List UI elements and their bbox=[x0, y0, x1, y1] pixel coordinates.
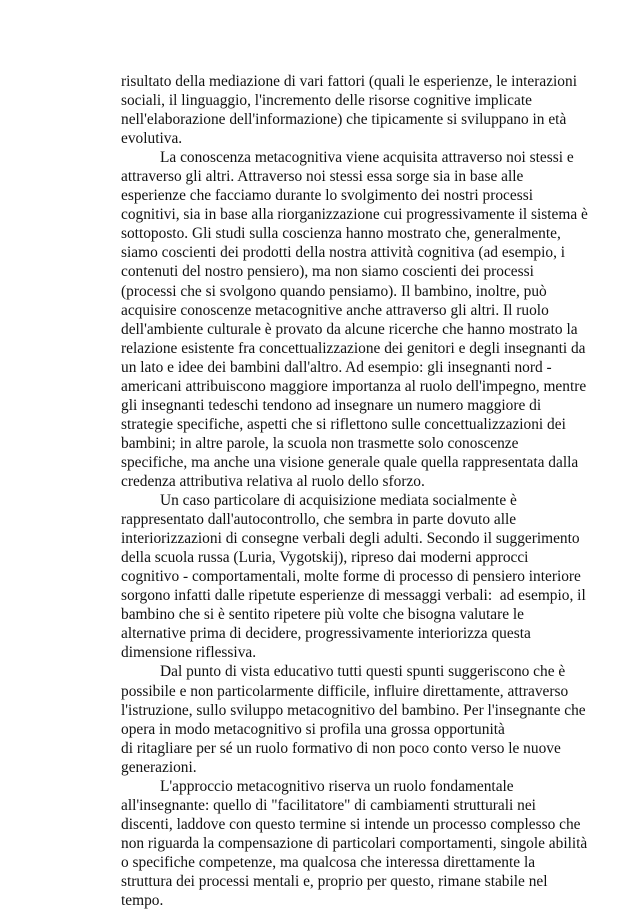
text-line: contenuti del nostro pensiero), ma non siamo coscienti dei processi bbox=[121, 263, 534, 281]
text-line: siamo coscienti dei prodotti della nostra attività cognitiva (ad esempio, i bbox=[121, 244, 566, 262]
text-line: acquisire conoscenze metacognitive anche attraverso gli altri. Il ruolo bbox=[121, 301, 549, 319]
text-line: discenti, laddove con questo termine si intende un processo complesso che bbox=[121, 815, 581, 833]
text-line: esperienze che facciamo durante lo svolgimento dei nostri processi bbox=[121, 187, 533, 205]
paragraph-first-line: Un caso particolare di acquisizione mediata socialmente è bbox=[160, 492, 517, 510]
text-line: di ritagliare per sé un ruolo formativo di non poco conto verso le nuove bbox=[121, 739, 561, 757]
text-line: all'insegnante: quello di "facilitatore" di cambiamenti strutturali nei bbox=[121, 796, 536, 814]
text-line: rappresentato dall'autocontrollo, che sembra in parte dovuto alle bbox=[121, 511, 517, 529]
text-line: nell'elaborazione dell'informazione) che tipicamente si sviluppano in età bbox=[121, 111, 567, 129]
text-line: possibile e non particolarmente difficile, influire direttamente, attraverso bbox=[121, 682, 569, 700]
text-line: non riguarda la compensazione di particolari comportamenti, singole abilità bbox=[121, 834, 588, 852]
text-line: bambini; in altre parole, la scuola non trasmette solo conoscenze bbox=[121, 434, 519, 452]
text-line: un lato e idee dei bambini dall'altro. Ad esempio: gli insegnanti nord - bbox=[121, 358, 552, 376]
text-line: sorgono infatti dalle ripetute esperienze di messaggi verbali: ad esempio, il bbox=[121, 587, 586, 605]
text-line: sociali, il linguaggio, l'incremento delle risorse cognitive implicate bbox=[121, 92, 532, 110]
text-line: generazioni. bbox=[121, 758, 197, 776]
text-line: bambino che si è sentito ripetere più volte che bisogna valutare le bbox=[121, 606, 525, 624]
text-line: evolutiva. bbox=[121, 130, 183, 148]
text-line: l'istruzione, sullo sviluppo metacognitivo del bambino. Per l'insegnante che bbox=[121, 701, 586, 719]
text-line: (processi che si svolgono quando pensiamo). Il bambino, inoltre, può bbox=[121, 282, 547, 300]
text-line: struttura dei processi mentali e, proprio per questo, rimane stabile nel bbox=[121, 872, 548, 890]
text-line: della scuola russa (Luria, Vygotskij), ripreso dai moderni approcci bbox=[121, 549, 529, 567]
body-text bbox=[121, 72, 591, 910]
text-line: americani attribuiscono maggiore importanza al ruolo dell'impegno, mentre bbox=[121, 377, 587, 395]
text-line: strategie specifiche, aspetti che si riflettono sulle concettualizzazioni dei bbox=[121, 415, 566, 433]
text-line: specifiche, ma anche una visione generale quale quella rappresentata dalla bbox=[121, 453, 579, 471]
text-line: risultato della mediazione di vari fattori (quali le esperienze, le interazioni bbox=[121, 73, 577, 90]
text-line: cognitivi, sia in base alla riorganizzazione cui progressivamente il sistema è bbox=[121, 206, 588, 224]
text-line: dell'ambiente culturale è provato da alcune ricerche che hanno mostrato la bbox=[121, 320, 578, 338]
text-line: relazione esistente fra concettualizzazione dei genitori e degli insegnanti da bbox=[121, 339, 586, 357]
text-line: opera in modo metacognitivo si profila una grossa opportunità bbox=[121, 720, 505, 738]
paragraph-first-line: La conoscenza metacognitiva viene acquisita attraverso noi stessi e bbox=[160, 149, 574, 167]
paragraph-first-line: Dal punto di vista educativo tutti questi spunti suggeriscono che è bbox=[160, 663, 566, 681]
text-line: sottoposto. Gli studi sulla coscienza hanno mostrato che, generalmente, bbox=[121, 225, 561, 243]
text-line: dimensione riflessiva. bbox=[121, 644, 257, 662]
text-line: interiorizzazioni di consegne verbali degli adulti. Secondo il suggerimento bbox=[121, 530, 580, 548]
paragraph-first-line: L'approccio metacognitivo riserva un ruolo fondamentale bbox=[160, 777, 514, 795]
text-line: o specifiche competenze, ma qualcosa che interessa direttamente la bbox=[121, 853, 536, 871]
text-line: attraverso gli altri. Attraverso noi stessi essa sorge sia in base alle bbox=[121, 168, 524, 186]
text-line: credenza attributiva relativa al ruolo dello sforzo. bbox=[121, 472, 425, 490]
text-line: cognitivo - comportamentali, molte forme di processo di pensiero interiore bbox=[121, 568, 581, 586]
text-line: gli insegnanti tedeschi tendono ad insegnare un numero maggiore di bbox=[121, 396, 542, 414]
text-line: tempo. bbox=[121, 892, 164, 910]
text-line: alternative prima di decidere, progressivamente interiorizza questa bbox=[121, 625, 531, 643]
